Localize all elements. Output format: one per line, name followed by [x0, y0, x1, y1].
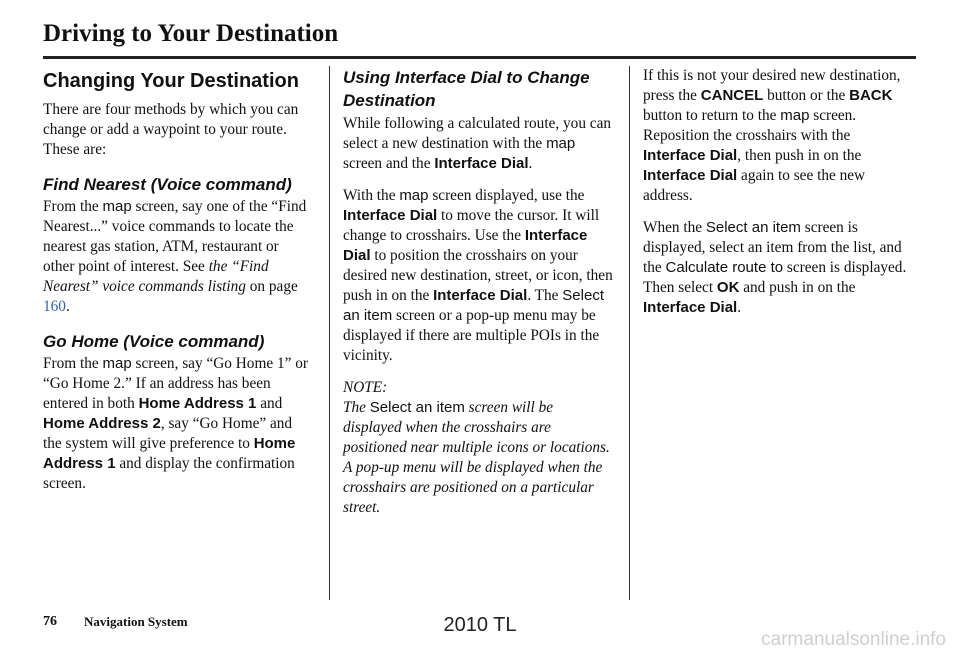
find-nearest-reference: the “Find Nearest” voice commands listing	[43, 258, 269, 295]
page-160-link[interactable]: 160	[43, 298, 66, 315]
ui-term-interface-dial: Interface Dial	[434, 155, 529, 172]
model-watermark: 2010 TL	[443, 614, 517, 636]
ui-term-map: map	[546, 135, 576, 152]
interface-dial-heading: Using Interface Dial to Change Destination	[343, 68, 590, 110]
ui-term-interface-dial: Interface Dial	[643, 147, 738, 164]
section-title: Changing Your Destination	[43, 70, 299, 92]
ui-term-calculate-route-to: Calculate route to	[665, 259, 784, 276]
page-number: 76	[43, 614, 57, 629]
site-watermark: carmanualsonline.info	[761, 629, 946, 650]
ui-term-interface-dial: Interface Dial	[433, 287, 528, 304]
column-divider-2	[629, 66, 630, 600]
page-header-title: Driving to Your Destination	[43, 20, 339, 47]
ui-term-interface-dial: Interface Dial	[343, 227, 588, 264]
ui-term-home-address-2: Home Address 2	[43, 415, 161, 432]
ui-term-ok: OK	[716, 279, 740, 296]
ui-term-map: map	[102, 355, 132, 372]
find-nearest-heading: Find Nearest (Voice command)	[43, 175, 292, 194]
note-text: The Select an item screen will be displayed when the crosshairs are positioned near multiple icons or locations. A pop-up menu will be displayed when the crosshairs are positioned on a particular street.	[343, 399, 610, 516]
column-2	[343, 66, 615, 518]
interface-dial-paragraph-1: While following a calculated route, you can select a new destination with the map screen and the Interface Dial.	[343, 115, 612, 172]
go-home-paragraph: From the map screen, say “Go Home 1” or “Go Home 2.” If an address has been entered in both Home Address 1 and Home Address 2, say “Go Home” and the system will give preference to Home Address 1 and display the confirmation screen.	[43, 355, 308, 492]
find-nearest-paragraph: From the map screen, say one of the “Find Nearest...” voice commands to locate the nearest gas station, ATM, restaurant or other point of interest. See the “Find Nearest” voice commands listing on page 160.	[43, 198, 307, 315]
ui-term-map: map	[399, 187, 429, 204]
ui-term-cancel: CANCEL	[700, 87, 764, 104]
ui-term-select-an-item: Select an item	[343, 287, 604, 324]
ui-term-select-an-item: Select an item	[369, 399, 465, 416]
ui-term-back: BACK	[849, 87, 893, 104]
header-rule	[43, 56, 916, 59]
ui-term-map: map	[780, 107, 810, 124]
column-1	[43, 66, 313, 506]
ui-term-map: map	[102, 198, 132, 215]
select-item-paragraph: When the Select an item screen is displayed, select an item from the list, and the Calculate route to screen is displayed. Then select OK and push in on the Interface Dial.	[643, 219, 907, 316]
ui-term-interface-dial: Interface Dial	[643, 299, 738, 316]
ui-term-select-an-item: Select an item	[705, 219, 801, 236]
note-block	[343, 378, 615, 518]
ui-term-home-address-1: Home Address 1	[138, 395, 257, 412]
column-3	[643, 66, 915, 330]
interface-dial-paragraph-2: With the map screen displayed, use the Interface Dial to move the cursor. It will change to crosshairs. Use the Interface Dial to position the crosshairs on your desired new destination, street, or icon, then push in on the Interface Dial. The Select an item screen or a pop-up menu may be displayed if there are multiple POIs in the vicinity.	[343, 187, 613, 364]
column-divider-1	[329, 66, 330, 600]
ui-term-interface-dial: Interface Dial	[643, 167, 738, 184]
note-label: NOTE:	[343, 379, 388, 396]
ui-term-interface-dial: Interface Dial	[343, 207, 438, 224]
go-home-heading: Go Home (Voice command)	[43, 332, 265, 351]
ui-term-home-address-1: Home Address 1	[43, 435, 296, 472]
manual-title: Navigation System	[84, 614, 188, 629]
intro-paragraph: There are four methods by which you can change or add a waypoint to your route. These are:	[43, 101, 299, 158]
cancel-paragraph: If this is not your desired new destination, press the CANCEL button or the BACK button to return to the map screen. Reposition the crosshairs with the Interface Dial, then push in on the Interface Dial again to see the new address.	[643, 67, 901, 204]
